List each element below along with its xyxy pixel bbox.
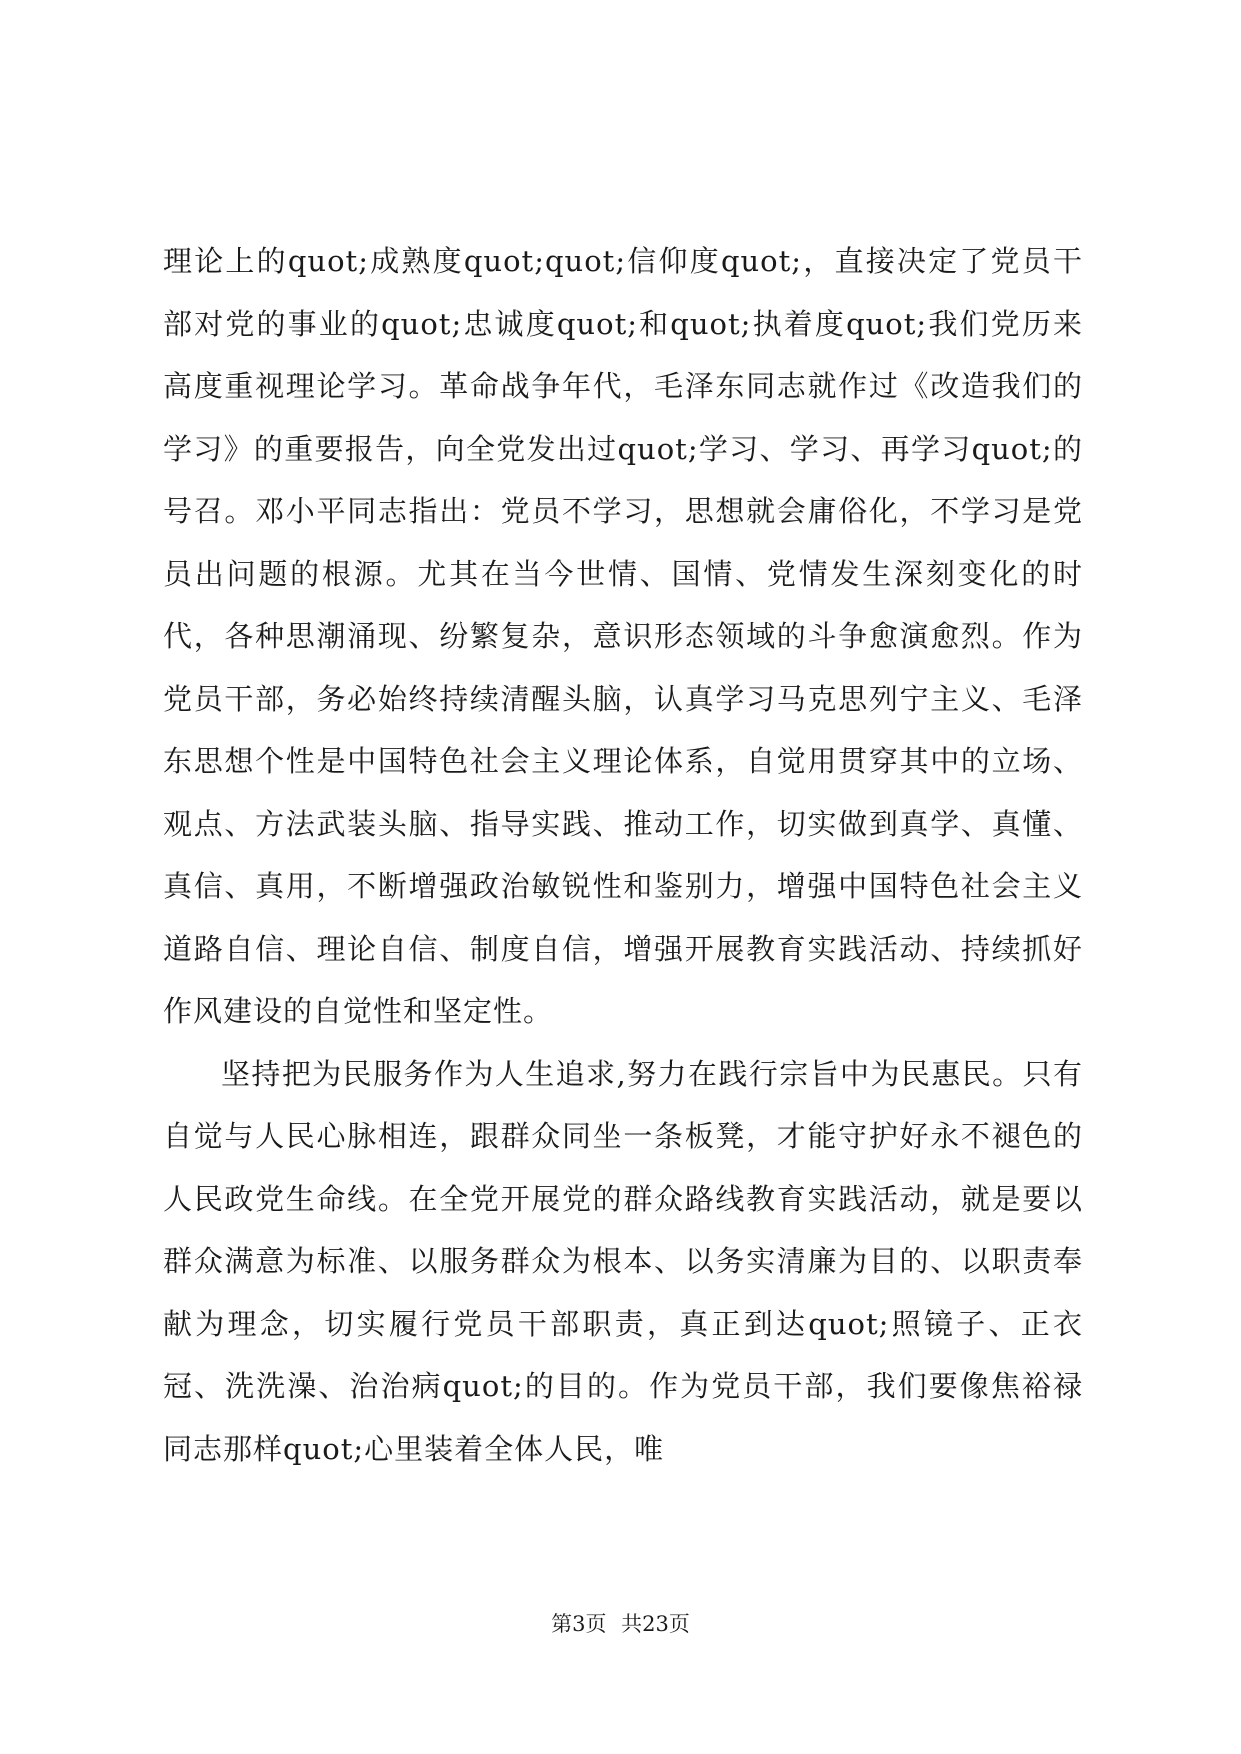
page-footer <box>0 1608 1241 1638</box>
document-body <box>163 230 1083 1480</box>
paragraph-2: 坚持把为民服务作为人生追求,努力在践行宗旨中为民惠民。只有自觉与人民心脉相连，跟群众同坐一条板凳，才能守护好永不褪色的人民政党生命线。在全党开展党的群众路线教育实践活动，就是要以群众满意为标准、以服务群众为根本、以务实清廉为目的、以职责奉献为理念，切实履行党员干部职责，真正到达quot;照镜子、正衣冠、洗洗澡、治治病quot;的目的。作为党员干部，我们要像焦裕禄同志那样quot;心里装着全体人民，唯 <box>163 1056 1083 1466</box>
page-number: 第3页 <box>551 1612 607 1636</box>
paragraph-1: 理论上的quot;成熟度quot;quot;信仰度quot;，直接决定了党员干部对党的事业的quot;忠诚度quot;和quot;执着度quot;我们党历来高度重视理论学习。革命战争年代，毛泽东同志就作过《改造我们的学习》的重要报告，向全党发出过quot;学习、学习、再学习quot;的号召。邓小平同志指出：党员不学习，思想就会庸俗化，不学习是党员出问题的根源。尤其在当今世情、国情、党情发生深刻变化的时代，各种思潮涌现、纷繁复杂，意识形态领域的斗争愈演愈烈。作为党员干部，务必始终持续清醒头脑，认真学习马克思列宁主义、毛泽东思想个性是中国特色社会主义理论体系，自觉用贯穿其中的立场、观点、方法武装头脑、指导实践、推动工作，切实做到真学、真懂、真信、真用，不断增强政治敏锐性和鉴别力，增强中国特色社会主义道路自信、理论自信、制度自信，增强开展教育实践活动、持续抓好作风建设的自觉性和坚定性。 <box>163 244 1083 1028</box>
total-pages: 共23页 <box>621 1612 690 1636</box>
